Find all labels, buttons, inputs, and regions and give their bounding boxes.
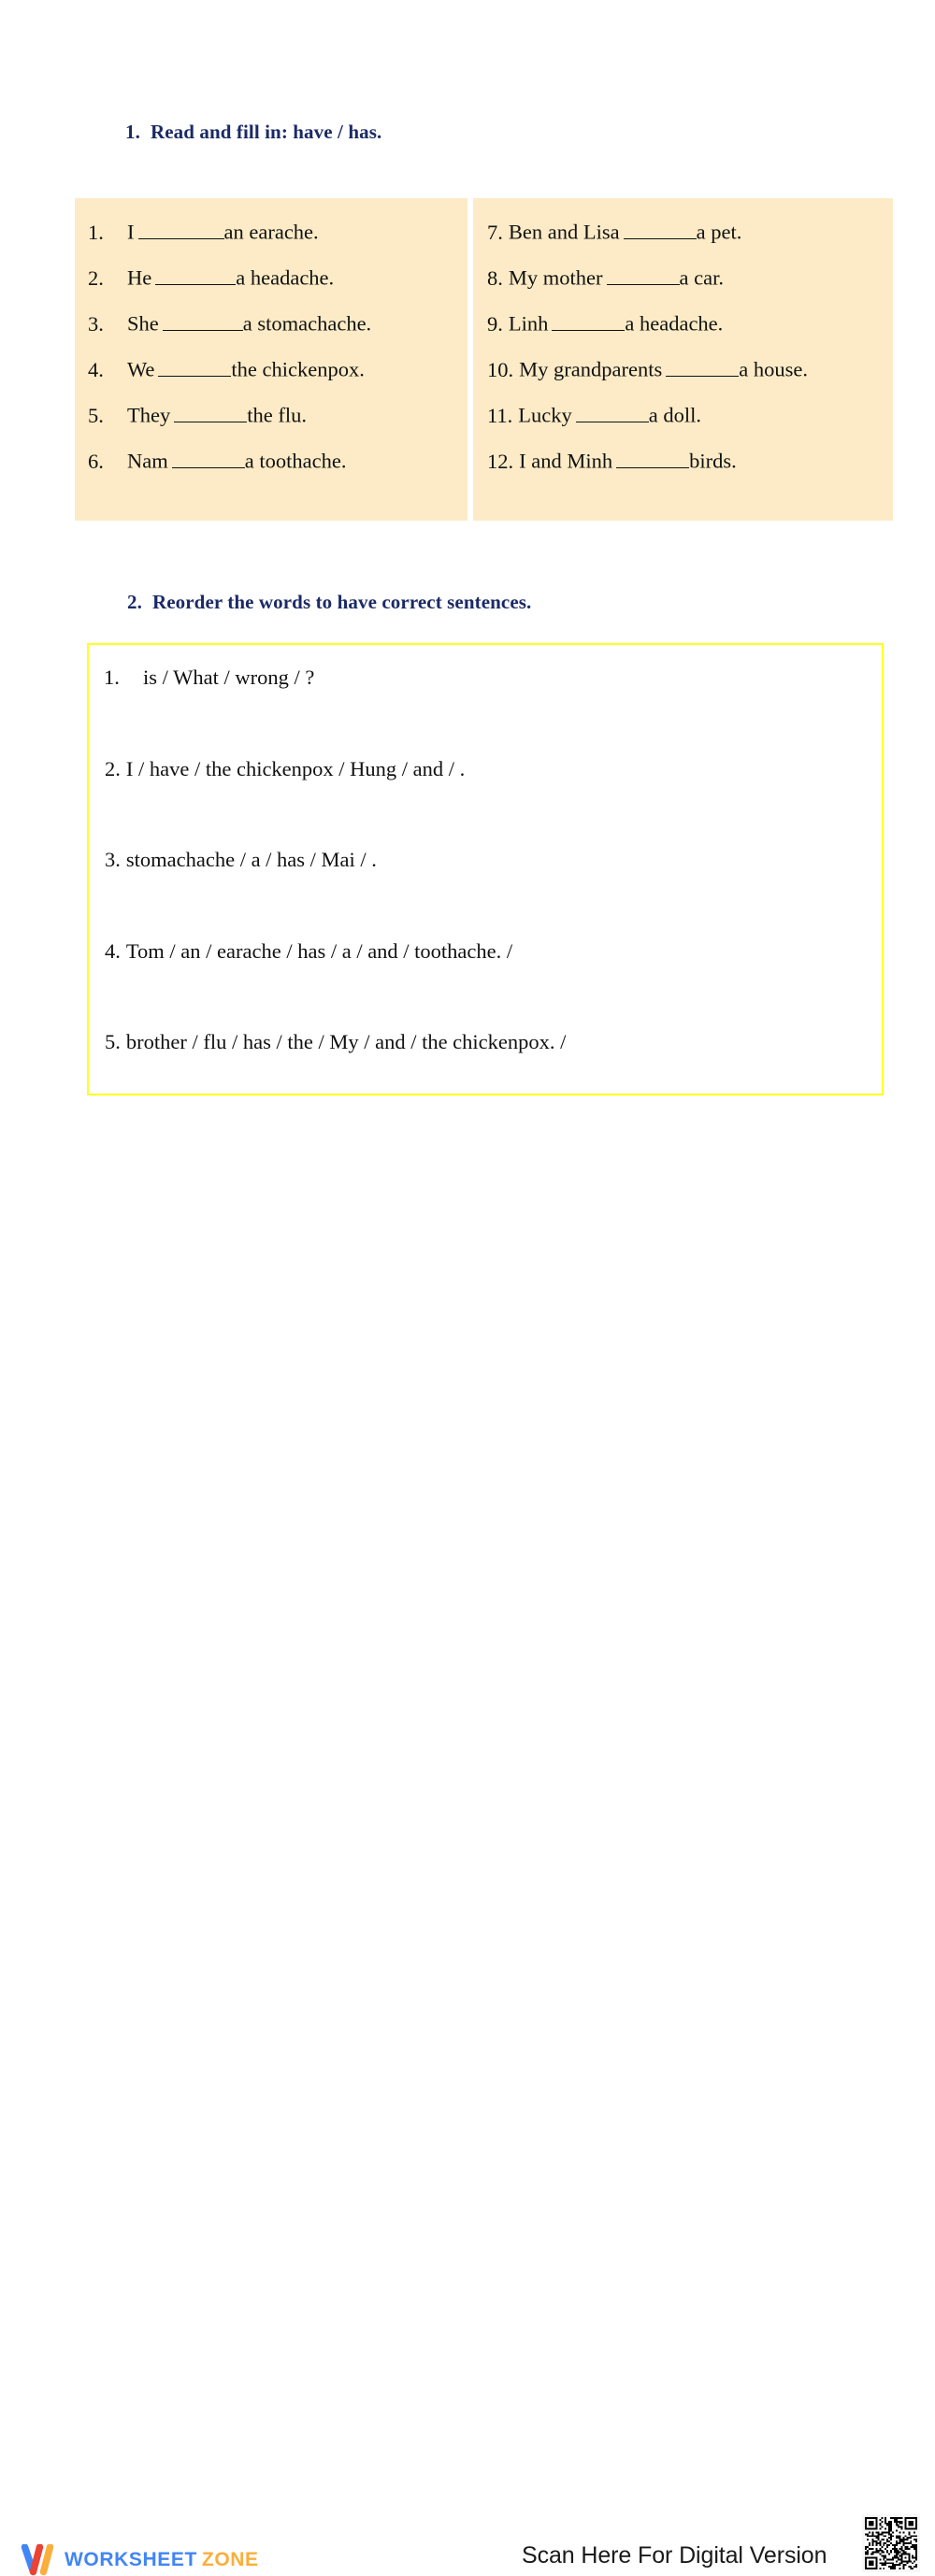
item-object-text: a headache. <box>625 311 724 336</box>
answer-blank[interactable] <box>138 219 224 239</box>
item-number: 1. <box>88 220 104 244</box>
logo-zone-text: ZONE <box>201 2549 259 2570</box>
item-object-text: a stomachache. <box>242 311 372 336</box>
item-subject-text: My mother <box>508 265 603 290</box>
item-subject-text: We <box>127 357 155 381</box>
item-subject-text: Lucky <box>518 403 572 427</box>
item-object-text: a headache. <box>236 265 335 290</box>
page-footer <box>0 1264 935 2570</box>
answer-blank[interactable] <box>624 219 697 239</box>
logo-wordmark <box>65 2549 259 2571</box>
answer-blank[interactable] <box>172 448 245 468</box>
exercise-1-left-panel <box>75 198 468 521</box>
item-object-text: a car. <box>679 265 724 290</box>
reorder-item <box>104 667 314 689</box>
fill-in-item <box>487 219 741 243</box>
item-subject-text: She <box>127 311 159 336</box>
item-subject-text: My grandparents <box>519 357 663 381</box>
item-number: 1. <box>104 665 120 689</box>
item-object-text: a doll. <box>648 403 702 427</box>
fill-in-item <box>88 310 371 335</box>
fill-in-item <box>487 265 724 289</box>
item-object-text: an earache. <box>223 220 319 244</box>
exercise-1-title: Read and fill in: have / has. <box>150 121 382 143</box>
item-subject-text: I and Minh <box>519 449 613 473</box>
exercise-2-number: 2. <box>127 591 142 613</box>
reorder-item <box>105 1032 566 1053</box>
fill-in-item <box>487 310 723 335</box>
item-object-text: a house. <box>739 357 808 381</box>
fill-in-item <box>88 356 365 380</box>
item-number: 4. <box>88 357 104 381</box>
logo-worksheet-text: WORKSHEET <box>65 2549 197 2570</box>
fill-in-item <box>487 356 808 380</box>
exercise-2-panel <box>87 643 884 1095</box>
item-subject-text: I <box>127 220 135 244</box>
exercise-1-number: 1. <box>125 121 140 143</box>
answer-blank[interactable] <box>158 356 231 377</box>
reorder-item <box>105 941 512 963</box>
item-number: 2. <box>88 265 104 290</box>
item-object-text: the flu. <box>247 403 307 427</box>
item-subject-text: Ben and Lisa <box>508 220 620 244</box>
item-number: 2. <box>105 757 121 780</box>
reorder-words-text: stomachache / a / has / Mai / . <box>125 848 377 871</box>
fill-in-item <box>88 265 334 289</box>
answer-blank[interactable] <box>174 402 247 422</box>
item-number: 4. <box>105 939 121 963</box>
item-number: 6. <box>88 449 104 473</box>
answer-blank[interactable] <box>155 265 236 285</box>
reorder-words-text: brother / flu / has / the / My / and / the chickenpox. / <box>125 1030 567 1053</box>
item-object-text: a pet. <box>696 220 742 244</box>
qr-code-svg <box>865 2517 917 2569</box>
item-subject-text: Nam <box>127 449 168 473</box>
fill-in-item <box>487 448 737 472</box>
item-number: 10. <box>487 357 514 381</box>
answer-blank[interactable] <box>576 402 649 422</box>
answer-blank[interactable] <box>666 356 739 377</box>
item-number: 3. <box>105 848 121 871</box>
reorder-item <box>105 850 377 871</box>
scan-prompt-text: Scan Here For Digital Version <box>522 2542 827 2569</box>
reorder-words-text: is / What / wrong / ? <box>143 665 315 689</box>
item-number: 12. <box>487 449 514 473</box>
exercise-1-heading <box>125 121 381 144</box>
reorder-words-text: I / have / the chickenpox / Hung / and / . <box>125 757 466 780</box>
item-number: 11. <box>487 403 513 427</box>
answer-blank[interactable] <box>607 265 680 285</box>
exercise-2-title: Reorder the words to have correct sentences. <box>151 591 532 613</box>
fill-in-item <box>487 402 701 426</box>
reorder-words-text: Tom / an / earache / has / a / and / toothache. / <box>125 939 513 963</box>
item-number: 9. <box>487 311 503 336</box>
item-object-text: a toothache. <box>244 449 347 473</box>
item-subject-text: He <box>127 265 152 290</box>
answer-blank[interactable] <box>163 310 243 331</box>
reorder-item <box>105 759 465 780</box>
item-number: 7. <box>487 220 503 244</box>
answer-blank[interactable] <box>616 448 689 468</box>
item-number: 5. <box>88 403 104 427</box>
answer-blank[interactable] <box>552 310 625 331</box>
fill-in-item <box>88 448 346 472</box>
exercise-2-heading <box>127 591 531 614</box>
logo-mark-icon <box>21 2544 54 2576</box>
item-subject-text: Linh <box>508 311 549 336</box>
item-number: 3. <box>88 311 104 336</box>
item-object-text: birds. <box>689 449 737 473</box>
item-object-text: the chickenpox. <box>231 357 365 381</box>
fill-in-item <box>88 402 307 426</box>
exercise-1-right-panel <box>473 198 893 521</box>
worksheet-zone-logo <box>21 2544 259 2576</box>
qr-code-icon[interactable] <box>862 2514 920 2572</box>
item-number: 5. <box>105 1030 121 1053</box>
item-number: 8. <box>487 265 503 290</box>
item-subject-text: They <box>127 403 171 427</box>
fill-in-item <box>88 219 319 243</box>
